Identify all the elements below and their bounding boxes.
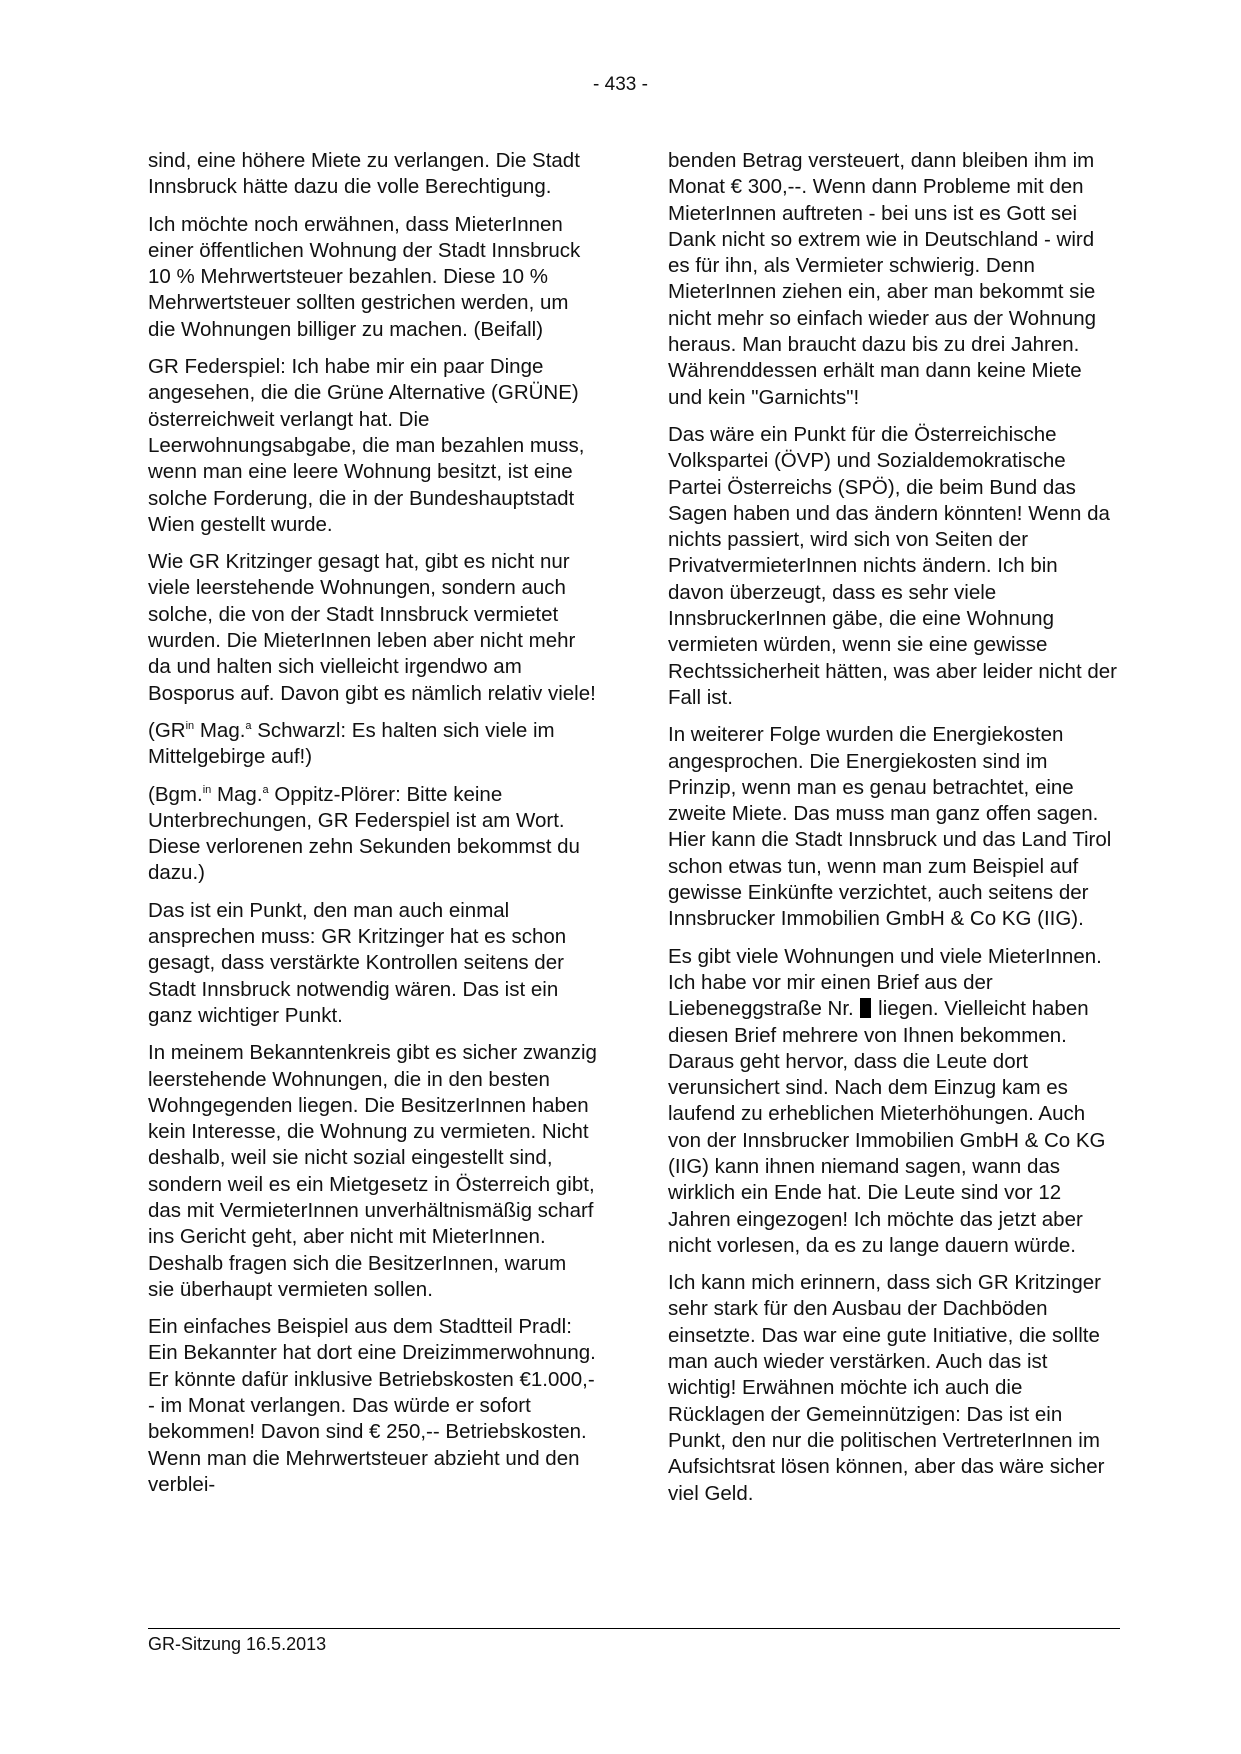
- interjection-text: (Bgm.: [148, 782, 203, 806]
- interjection-text: Mag.: [211, 782, 263, 806]
- left-column: [148, 148, 598, 1509]
- paragraph: benden Betrag versteuert, dann bleiben ihm im Monat € 300,--. Wenn dann Probleme mit den MieterInnen auftreten - bei uns ist es Gott sei Dank nicht so extrem wie in Deutschland - wird es für ihn, als Vermieter schwierig. Denn MieterInnen ziehen ein, aber man bekommt sie nicht mehr so einfach wieder aus der Wohnung heraus. Man braucht dazu bis zu drei Jahren. Währenddessen erhält man dann keine Miete und kein "Garnichts"!: [668, 149, 1097, 409]
- right-column: [668, 148, 1118, 1518]
- paragraph: Ich möchte noch erwähnen, dass MieterInnen einer öffentlichen Wohnung der Stadt Innsbruck 10 % Mehrwertsteuer bezahlen. Diese 10 % Mehrwertsteuer sollten gestrichen werden, um die Wohnungen billiger zu machen. (Beifall): [148, 212, 581, 341]
- interjection-text: (GR: [148, 718, 186, 742]
- footer-divider: [148, 1628, 1120, 1629]
- interjection-text: Mag.: [194, 718, 246, 742]
- redaction-block: [860, 998, 871, 1018]
- paragraph: Das ist ein Punkt, den man auch einmal ansprechen muss: GR Kritzinger hat es schon gesagt, dass verstärkte Kontrollen seitens der Stadt Innsbruck notwendig wären. Das ist ein ganz wichtiger Punkt.: [148, 898, 567, 1027]
- paragraph: GR Federspiel: Ich habe mir ein paar Dinge angesehen, die die Grüne Alternative (GRÜNE) österreichweit verlangt hat. Die Leerwohnungsabgabe, die man bezahlen muss, wenn man eine leere Wohnung besitzt, ist eine solche Forderung, die in der Bundeshauptstadt Wien gestellt wurde.: [148, 355, 585, 536]
- paragraph-text: Es gibt viele Wohnungen und viele MieterInnen. Ich habe vor mir einen Brief aus der Liebeneggstraße Nr.: [668, 944, 1102, 1021]
- superscript: in: [202, 783, 212, 796]
- paragraph: Ich kann mich erinnern, dass sich GR Kritzinger sehr stark für den Ausbau der Dachböden einsetzte. Das war eine gute Initiative, die sollte man auch wieder verstärken. Auch das ist wichtig! Erwähnen möchte ich auch die Rücklagen der Gemeinnützigen: Das ist ein Punkt, den nur die politischen VertreterInnen im Aufsichtsrat lösen können, aber das wäre sicher viel Geld.: [668, 1271, 1105, 1505]
- superscript: a: [262, 783, 269, 796]
- superscript: a: [245, 720, 252, 733]
- paragraph-text: liegen. Vielleicht haben diesen Brief mehrere von Ihnen bekommen. Daraus geht hervor, dass die Leute dort verunsichert sind. Nach dem Einzug kam es laufend zu erheblichen Mieterhöhungen. Auch von der Innsbrucker Immobilien GmbH & Co KG (IIG) kann ihnen niemand sagen, wann das wirklich ein Ende hat. Die Leute sind vor 12 Jahren eingezogen! Ich möchte das jetzt aber nicht vorlesen, da es zu lange dauern würde.: [668, 997, 1106, 1257]
- paragraph: In meinem Bekanntenkreis gibt es sicher zwanzig leerstehende Wohnungen, die in den besten Wohngegenden liegen. Die BesitzerInnen haben kein Interesse, die Wohnung zu vermieten. Nicht deshalb, weil sie nicht sozial eingestellt sind, sondern weil es ein Mietgesetz in Österreich gibt, das mit VermieterInnen unverhältnismäßig scharf ins Gericht geht, aber nicht mit MieterInnen. Deshalb fragen sich die BesitzerInnen, warum sie überhaupt vermieten sollen.: [148, 1041, 597, 1301]
- paragraph: Das wäre ein Punkt für die Österreichische Volkspartei (ÖVP) und Sozialdemokratische Partei Österreichs (SPÖ), die beim Bund das Sagen haben und das ändern könnten! Wenn da nichts passiert, wird sich von Seiten der PrivatvermieterInnen nichts ändern. Ich bin davon überzeugt, dass es sehr viele InnsbruckerInnen gäbe, die eine Wohnung vermieten würden, wenn sie eine gewisse Rechtssicherheit hätten, was aber leider nicht der Fall ist.: [668, 422, 1117, 709]
- interjection: [148, 718, 598, 771]
- footer: GR-Sitzung 16.5.2013: [148, 1634, 327, 1654]
- paragraph: Ein einfaches Beispiel aus dem Stadtteil Pradl: Ein Bekannter hat dort eine Dreizimmerwohnung. Er könnte dafür inklusive Betriebskosten €1.000,-- im Monat verlangen. Das würde er sofort bekommen! Davon sind € 250,-- Betriebskosten. Wenn man die Mehrwertsteuer abzieht und den verblei-: [148, 1315, 596, 1496]
- paragraph: In weiterer Folge wurden die Energiekosten angesprochen. Die Energiekosten sind im Prinzip, wenn man es genau betrachtet, eine zweite Miete. Das muss man ganz offen sagen. Hier kann die Stadt Innsbruck und das Land Tirol schon etwas tun, wenn man zum Beispiel auf gewisse Einkünfte verzichtet, auch seitens der Innsbrucker Immobilien GmbH & Co KG (IIG).: [668, 723, 1112, 931]
- superscript: in: [185, 720, 195, 733]
- paragraph: [668, 944, 1118, 1260]
- paragraph: Wie GR Kritzinger gesagt hat, gibt es nicht nur viele leerstehende Wohnungen, sondern auch solche, die von der Stadt Innsbruck vermietet wurden. Die MieterInnen leben aber nicht mehr da und halten sich vielleicht irgendwo am Bosporus auf. Davon gibt es nämlich relativ viele!: [148, 550, 596, 705]
- page-number: - 433 -: [593, 74, 648, 95]
- interjection-text: Schwarzl: Es halten sich viele im Mittelgebirge auf!): [148, 718, 555, 769]
- interjection: [148, 782, 598, 887]
- interjection-text: Oppitz-Plörer: Bitte keine Unterbrechungen, GR Federspiel ist am Wort. Diese verlorenen zehn Sekunden bekommst du dazu.): [148, 782, 580, 885]
- paragraph: sind, eine höhere Miete zu verlangen. Die Stadt Innsbruck hätte dazu die volle Berechtigung.: [148, 149, 580, 199]
